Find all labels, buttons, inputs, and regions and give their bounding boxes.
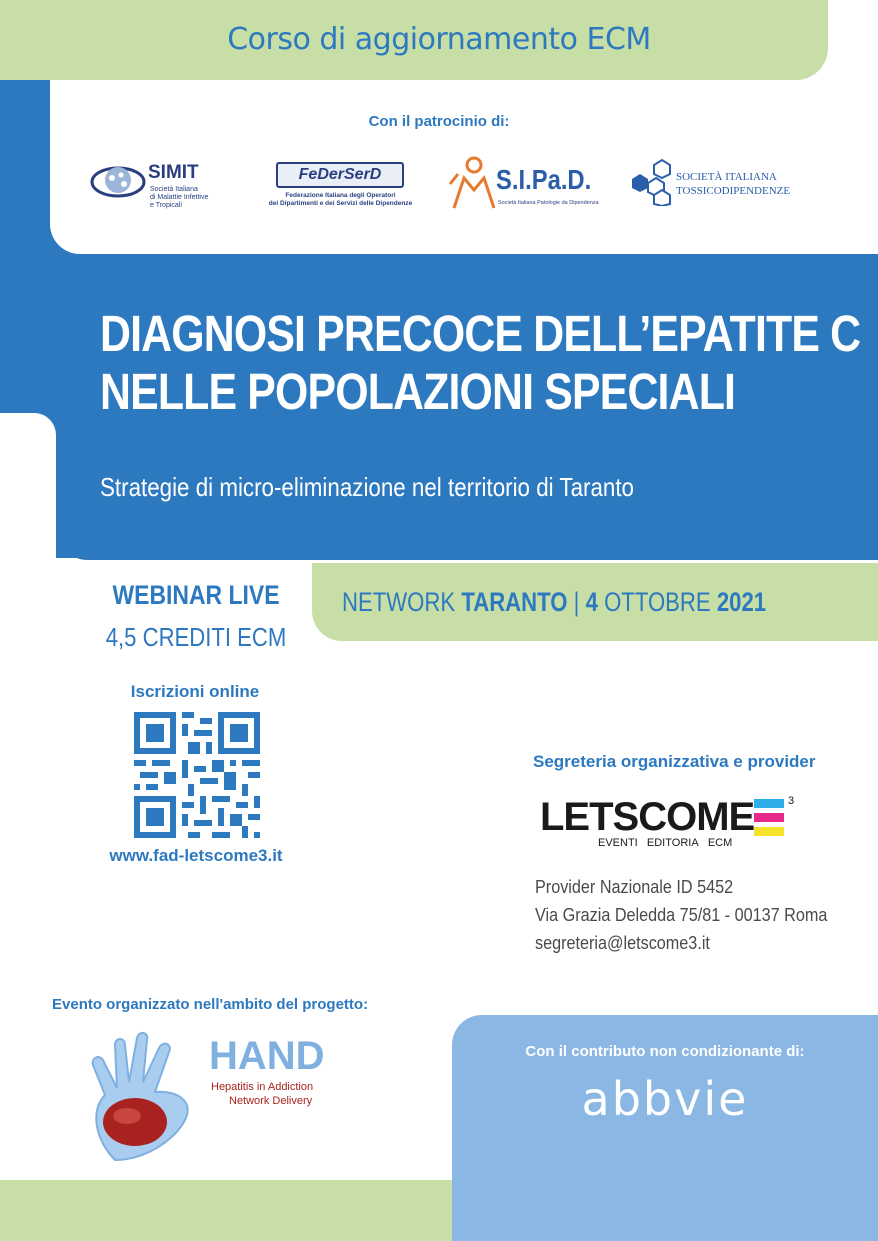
hand-icon (85, 1030, 225, 1170)
event-date-line (342, 587, 766, 618)
event-year: 2021 (716, 587, 767, 617)
simit-emblem-icon (88, 158, 148, 208)
project-name: HAND (209, 1034, 325, 1078)
title-line-2: NELLE POPOLAZIONI SPECIALI (100, 363, 736, 420)
federserd-name: FeDerSerD (276, 162, 404, 188)
sipad-name: S.I.Pa.D. (496, 164, 592, 195)
provider-address: Via Grazia Deledda 75/81 - 00137 Roma (535, 905, 828, 925)
registration-label: Iscrizioni online (130, 682, 260, 701)
hand-logo (85, 1030, 325, 1170)
event-city: TARANTO (461, 587, 568, 617)
simit-logo (88, 156, 238, 212)
simit-line: di Malattie Infettive (150, 194, 209, 201)
network-word: NETWORK (342, 587, 456, 617)
subtitle: Strategie di micro-eliminazione nel territorio di Taranto (100, 472, 634, 502)
sitd-description (676, 170, 790, 198)
letscome-sub: ECM (707, 837, 733, 849)
letscome-logo (540, 795, 810, 855)
course-title: Corso di aggiornamento ECM (227, 22, 651, 57)
provider-id: Provider Nazionale ID 5452 (535, 877, 734, 897)
letscome-wordmark: LETSCOME (540, 795, 755, 839)
letscome-sub: EDITORIA (646, 837, 699, 849)
sipad-logo (448, 156, 608, 212)
simit-description (150, 186, 208, 210)
sitd-logo (628, 156, 818, 212)
patron-label: Con il patrocinio di: (368, 113, 510, 130)
project-label: Evento organizzato nell'ambito del progetto: (52, 996, 369, 1013)
federserd-line: Federazione Italiana degli Operatori (285, 192, 396, 199)
project-line: Hepatitis in Addiction (211, 1081, 314, 1093)
webinar-label: WEBINAR LIVE (112, 580, 280, 610)
credits-label: 4,5 CREDITI ECM (105, 622, 287, 652)
sponsor-label: Con il contributo non condizionante di: (525, 1043, 805, 1060)
event-month: OTTOBRE (604, 587, 711, 617)
separator: | (573, 587, 580, 617)
left-cutout (0, 413, 56, 558)
letscome-subline (598, 837, 732, 849)
federserd-line: dei Dipartimenti e dei Servizi delle Dipendenze (268, 200, 413, 207)
hexagon-emblem-icon (628, 156, 672, 206)
title-line-1: DIAGNOSI PRECOCE DELL’EPATITE C (100, 305, 861, 362)
simit-line: Società Italiana (150, 186, 198, 193)
federserd-description (258, 192, 423, 208)
main-title (100, 305, 861, 421)
federserd-logo (258, 156, 423, 212)
letscome-superscript: 3 (788, 795, 795, 807)
project-description (211, 1080, 313, 1108)
letscome-sub: EVENTI (598, 837, 638, 849)
simit-line: e Tropicali (150, 202, 182, 209)
abbvie-logo: abbvie (581, 1072, 749, 1126)
sitd-line: SOCIETÀ ITALIANA (676, 171, 777, 183)
sitd-line: TOSSICODIPENDENZE (676, 185, 791, 197)
qr-code-icon[interactable] (134, 712, 260, 838)
secretariat-label: Segreteria organizzativa e provider (533, 752, 816, 771)
project-line: Network Delivery (229, 1095, 313, 1107)
provider-email[interactable]: segreteria@letscome3.it (535, 933, 710, 953)
registration-url[interactable]: www.fad-letscome3.it (109, 846, 283, 865)
simit-name: SIMIT (148, 162, 199, 183)
event-day: 4 (585, 587, 598, 617)
people-icon (448, 156, 500, 212)
sipad-tagline: Società Italiana Patologie da Dipendenza (498, 200, 599, 206)
